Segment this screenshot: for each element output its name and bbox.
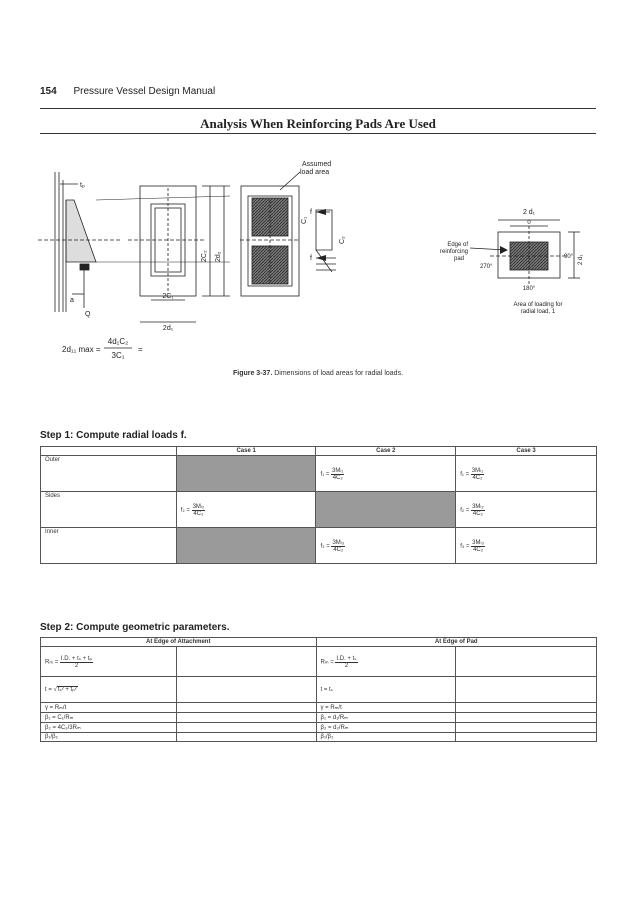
rm-right-num: I.D. + tₛ (336, 655, 357, 662)
label-load-area: load area (300, 169, 330, 176)
outer-case2-num: 3Mₗ₁ (332, 467, 344, 474)
step2-header-pad: At Edge of Pad (316, 638, 597, 647)
cell-outer-case2 (316, 456, 456, 492)
t-left-radicand: tₛ² + tₚ² (57, 687, 77, 693)
step1-header-case3: Case 3 (456, 447, 597, 456)
t-right-value (456, 677, 597, 703)
label-c2: C₂ (339, 236, 346, 244)
inner-case2-lhs: f₃ = (320, 543, 330, 550)
rm-right-cell (316, 647, 456, 677)
step2-header-attachment: At Edge of Attachment (41, 638, 317, 647)
t-left-pre: t = (45, 687, 52, 693)
ratio-right-value (456, 733, 597, 742)
step2-row-ratio (41, 733, 597, 742)
gamma-left: γ = Rₘ/t (41, 703, 177, 713)
rm-left-fraction (60, 655, 93, 669)
step1-header-case1: Case 1 (176, 447, 316, 456)
step2-row-beta1 (41, 713, 597, 723)
gamma-right: γ = Rₘ/t (316, 703, 456, 713)
label-2d1: 2d₁ (162, 325, 174, 332)
label-q: Q (85, 311, 91, 318)
step2-header-row (41, 638, 597, 647)
beta2-right: β₂ = d₂/Rₘ (316, 723, 456, 733)
step1-header-row (41, 447, 597, 456)
step1-row-outer (41, 456, 597, 492)
sides-case3-den: 4C₂ (472, 510, 483, 517)
step2-row-gamma (41, 703, 597, 713)
label-a: a (70, 297, 74, 304)
sides-case1-fraction (192, 503, 206, 517)
gamma-right-value (456, 703, 597, 713)
inner-case2-den: 4C₂ (333, 546, 344, 553)
beta2-left: β₂ = 4C₂/3Rₘ (41, 723, 177, 733)
formula-equals: = (138, 345, 143, 354)
figure-3-37 (0, 0, 632, 370)
edge-pointer-arrow (500, 246, 508, 254)
caption-label: Figure 3-37. (232, 370, 273, 377)
outer-case2-fraction (331, 467, 344, 481)
t-right-cell: t = tₛ (316, 677, 456, 703)
inner-case3-fraction (471, 539, 485, 553)
rm-left-cell (41, 647, 177, 677)
formula-lhs: 2d₁₁ max = (62, 345, 101, 354)
sides-case1-den: 4C₂ (193, 510, 204, 517)
label-2d2: 2d₂ (215, 251, 222, 262)
cell-outer-case3 (456, 456, 597, 492)
outer-case3-den: 4C₂ (472, 474, 483, 481)
force-arrow-bottom (316, 255, 326, 261)
label-2c1: 2C₁ (162, 293, 174, 300)
rm-right-lhs: Rₘ = (320, 659, 334, 666)
inner-case2-fraction (331, 539, 345, 553)
step1-row-sides (41, 492, 597, 528)
label-f-top: f (310, 209, 312, 216)
label-zero: 0 (527, 220, 531, 226)
step1-row-inner (41, 528, 597, 564)
caption-text: Dimensions of load areas for radial loads. (274, 370, 404, 377)
beta1-left: β₁ = C₁/Rₘ (41, 713, 177, 723)
ratio-right: β₁/β₂ (316, 733, 456, 742)
section-title: Analysis When Reinforcing Pads Are Used (200, 116, 436, 131)
label-right-2d1: 2 d₁ (578, 254, 584, 265)
rm-left-num: I.D. + tₛ + tₚ (60, 655, 93, 662)
step1-header-case2: Case 2 (316, 447, 456, 456)
row-label-inner: Inner (41, 528, 177, 564)
sides-case3-num: 3Mₗ₂ (472, 503, 484, 510)
rm-left-den: 2 (74, 662, 79, 669)
formula-denominator: 3C₁ (111, 351, 125, 360)
load-area-view (240, 172, 336, 296)
beta1-right-value (456, 713, 597, 723)
gamma-left-value (176, 703, 316, 713)
step2-table (40, 637, 597, 742)
t-left-value (176, 677, 316, 703)
step2-title: Step 2: Compute geometric parameters. (40, 622, 230, 633)
figure-caption (40, 370, 596, 377)
beta2-right-value (456, 723, 597, 733)
label-top-2d1: 2 d₁ (522, 209, 536, 216)
step1-table (40, 446, 597, 564)
label-180: 180° (522, 286, 536, 292)
rm-right-den: 2 (344, 662, 349, 669)
sides-case1-num: 3Mₗ₂ (192, 503, 205, 510)
outer-case2-lhs: f₁ = (320, 471, 330, 478)
rm-left-lhs: Rₘ = (45, 659, 59, 666)
sqrt-symbol-icon: √ (53, 687, 57, 693)
sides-case3-fraction (471, 503, 485, 517)
cell-sides-case2 (316, 492, 456, 528)
label-c1: C₁ (301, 216, 308, 224)
label-edge-1: Edge of (447, 242, 468, 248)
step1-title: Step 1: Compute radial loads f. (40, 430, 187, 441)
outer-case3-lhs: f₁ = (460, 471, 470, 478)
cell-inner-case3 (456, 528, 597, 564)
cell-outer-case1 (176, 456, 316, 492)
label-assumed: Assumed (302, 161, 332, 168)
rm-right-value (456, 647, 597, 677)
page-number: 154 (40, 86, 57, 97)
rm-right-fraction (335, 655, 357, 669)
beta1-right: β₁ = d₁/Rₘ (316, 713, 456, 723)
outer-case3-fraction (471, 467, 484, 481)
ratio-left-value (176, 733, 316, 742)
label-f-bottom: f (310, 255, 312, 262)
label-edge-3: pad (453, 256, 464, 262)
label-area-2: radial load, 1 (520, 309, 556, 315)
row-label-outer: Outer (41, 456, 177, 492)
rm-left-value (176, 647, 316, 677)
sides-case3-lhs: f₂ = (460, 507, 470, 514)
inner-case3-lhs: f₃ = (460, 543, 470, 550)
inner-case3-den: 4C₂ (473, 546, 484, 553)
outer-case3-num: 3Mₗ₁ (471, 467, 484, 474)
label-edge-2: reinforcing (439, 249, 468, 255)
label-270: 270° (480, 264, 493, 270)
loading-area-view (470, 220, 580, 284)
sides-case1-lhs: f₂ = (180, 507, 190, 514)
beta1-left-value (176, 713, 316, 723)
cell-inner-case2 (316, 528, 456, 564)
formula-numerator: 4d₁C₂ (107, 337, 129, 346)
label-2c2: 2C₂ (201, 250, 208, 262)
beta2-left-value (176, 723, 316, 733)
row-label-sides: Sides (41, 492, 177, 528)
label-area-1: Area of loading for (513, 302, 563, 308)
outer-case2-den: 4C₂ (332, 474, 343, 481)
cell-inner-case1 (176, 528, 316, 564)
cell-sides-case1 (176, 492, 316, 528)
inner-case3-num: 3Mₗ₃ (472, 539, 484, 546)
side-view (38, 172, 230, 312)
ratio-left: β₁/β₂ (41, 733, 177, 742)
cell-sides-case3 (456, 492, 597, 528)
label-tp: tₚ (80, 182, 85, 189)
t-left-cell (41, 677, 177, 703)
step2-row-beta2 (41, 723, 597, 733)
label-ninety: 90° (564, 254, 574, 260)
book-title: Pressure Vessel Design Manual (73, 86, 216, 97)
step2-row-rm (41, 647, 597, 677)
step2-row-t (41, 677, 597, 703)
inner-case2-num: 3Mₗ₃ (332, 539, 345, 546)
step1-header-blank (41, 447, 177, 456)
